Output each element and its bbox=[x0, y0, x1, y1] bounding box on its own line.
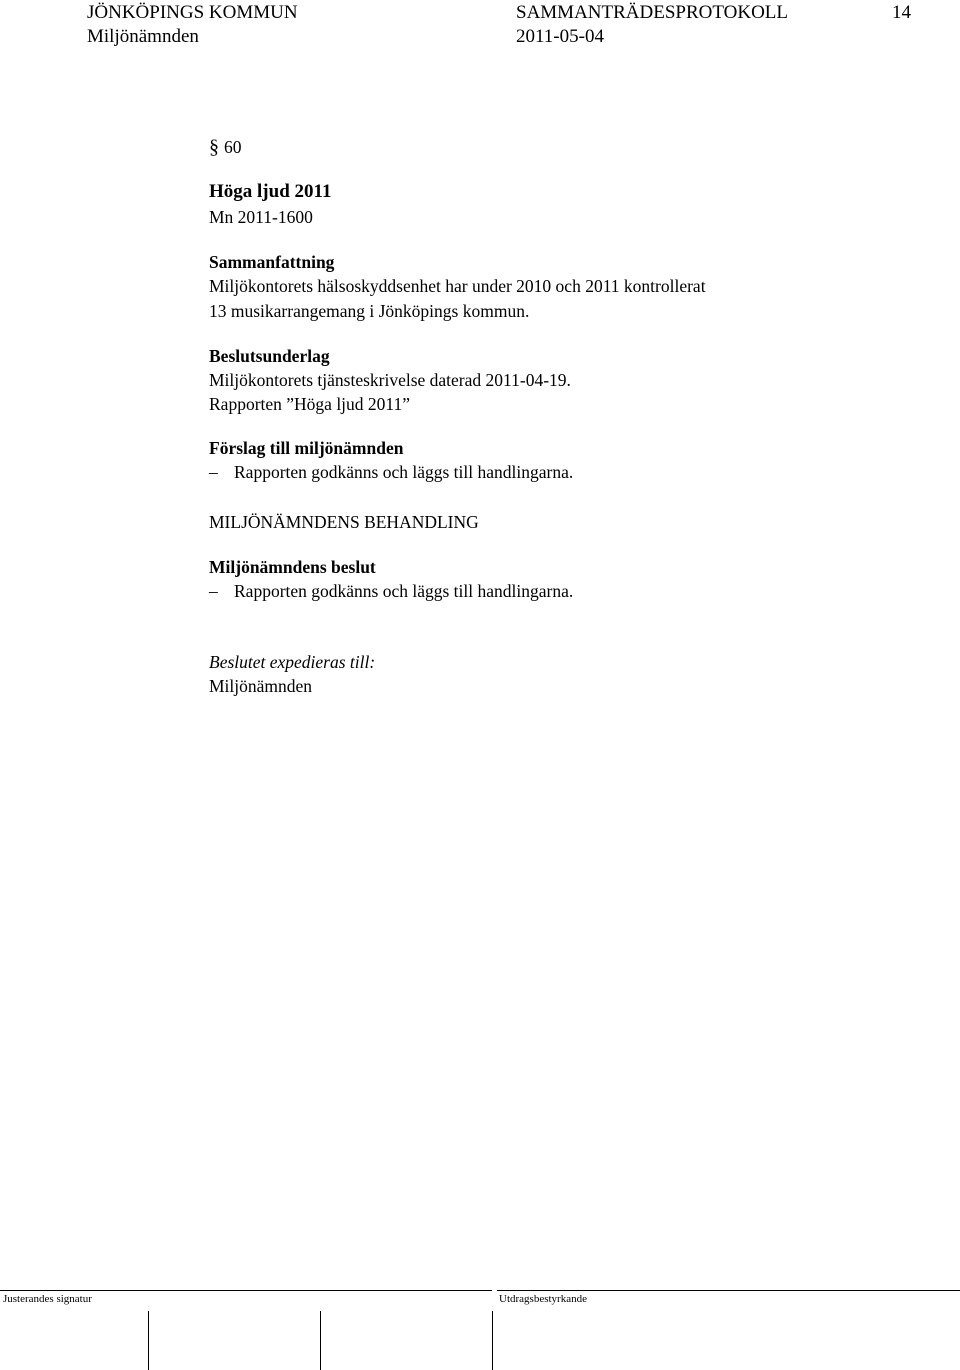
summary-heading: Sammanfattning bbox=[209, 252, 335, 272]
decision-heading: Miljönämndens beslut bbox=[209, 557, 376, 577]
signature-box-divider-2 bbox=[320, 1311, 321, 1370]
proposal-bullet: – bbox=[209, 462, 218, 482]
signature-box-divider-3 bbox=[492, 1311, 493, 1370]
proposal-heading: Förslag till miljönämnden bbox=[209, 438, 404, 458]
basis-line-1: Miljökontorets tjänsteskrivelse daterad 2011-04-19. bbox=[209, 370, 571, 390]
section-title: Höga ljud 2011 bbox=[209, 181, 332, 202]
board-name: Miljönämnden bbox=[87, 26, 199, 47]
footer-certification-label: Utdragsbestyrkande bbox=[499, 1293, 587, 1305]
meeting-date: 2011-05-04 bbox=[516, 26, 604, 47]
footer-justification-label: Justerandes signatur bbox=[3, 1293, 92, 1305]
footer-line-right bbox=[497, 1290, 960, 1291]
dispatch-label: Beslutet expedieras till: bbox=[209, 652, 376, 672]
decision-bullet: – bbox=[209, 581, 218, 601]
page-number: 14 bbox=[892, 2, 911, 23]
dispatch-recipient: Miljönämnden bbox=[209, 676, 313, 696]
summary-line-1: Miljökontorets hälsoskyddsenhet har under 2010 och 2011 kontrollerat bbox=[209, 276, 706, 296]
case-number: Mn 2011-1600 bbox=[209, 207, 313, 227]
section-paragraph bbox=[209, 136, 242, 158]
summary-line-2: 13 musikarrangemang i Jönköpings kommun. bbox=[209, 301, 530, 321]
decision-item: Rapporten godkänns och läggs till handlingarna. bbox=[234, 581, 574, 601]
section-symbol: § bbox=[209, 136, 219, 158]
protocol-title: SAMMANTRÄDESPROTOKOLL bbox=[516, 2, 789, 23]
basis-heading: Beslutsunderlag bbox=[209, 346, 330, 366]
basis-line-2: Rapporten ”Höga ljud 2011” bbox=[209, 394, 411, 414]
section-number: 60 bbox=[224, 137, 242, 157]
municipality-name: JÖNKÖPINGS KOMMUN bbox=[87, 2, 298, 23]
treatment-heading: MILJÖNÄMNDENS BEHANDLING bbox=[209, 512, 479, 532]
footer-line-left bbox=[0, 1290, 492, 1291]
proposal-item: Rapporten godkänns och läggs till handlingarna. bbox=[234, 462, 574, 482]
signature-box-divider-1 bbox=[148, 1311, 149, 1370]
